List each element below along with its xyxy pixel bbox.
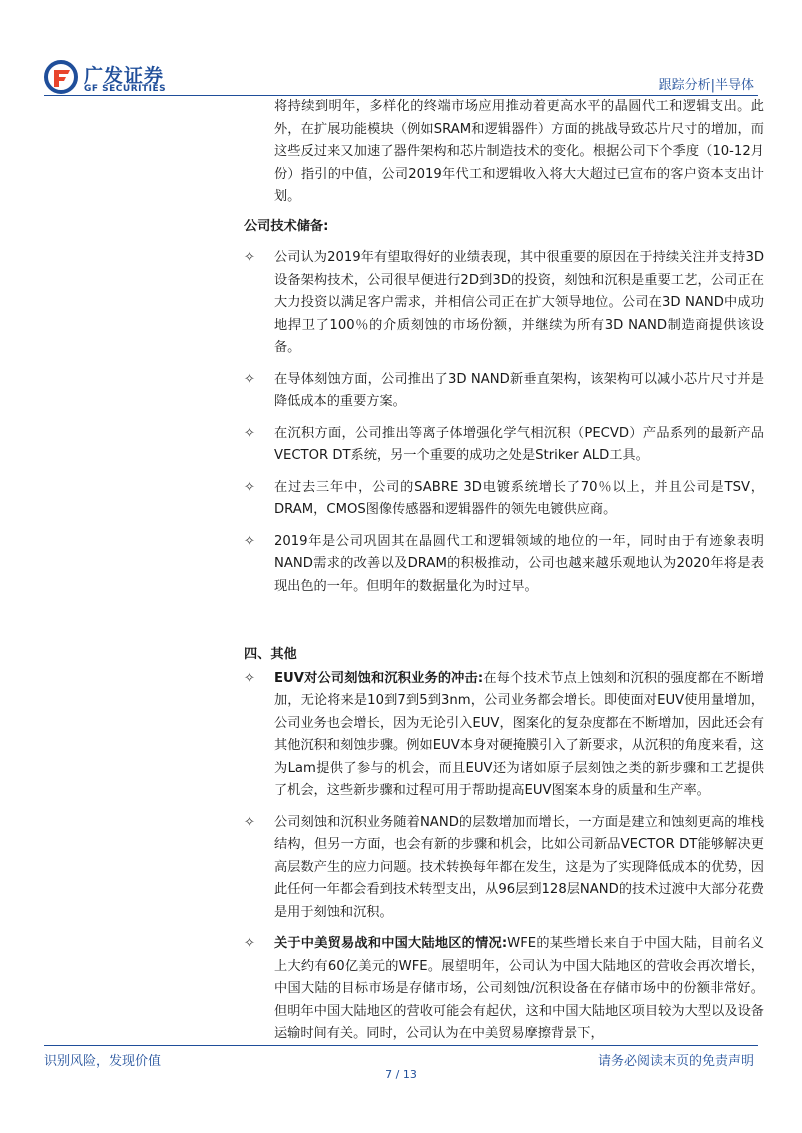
list-item xyxy=(244,812,764,925)
logo-chinese-name: 广发证券 xyxy=(84,65,165,87)
list-item-text: 在过去三年中，公司的SABRE 3D电镀系统增长了70％以上，并且公司是TSV，DRAM，CMOS图像传感器和逻辑器件的领先电镀供应商。 xyxy=(274,479,764,517)
report-category: 跟踪分析|半导体 xyxy=(658,78,754,93)
diamond-bullet-icon: ✧ xyxy=(244,425,255,441)
list-item-body: 在每个技术节点上蚀刻和沉积的强度都在不断增加，无论将来是10到7到5到3nm，公司业务都会增长。即使面对EUV使用量增加，公司业务也会增长，因为无论引入EUV，图案化的复杂度都在不断增加，因此还会有其他沉积和刻蚀步骤。例如EUV本身对硬掩膜引入了新要求，从沉积的角度来看，这为Lam提供了参与的机会，而且EUV还为诸如原子层刻蚀之类的新步骤和工艺提供了机会，这些新步骤和过程可用于帮助提高EUV图案本身的质量和生产率。 xyxy=(274,670,764,798)
list-item-text xyxy=(274,812,764,925)
footer-disclaimer: 请务必阅读末页的免责声明 xyxy=(597,1054,754,1069)
diamond-bullet-icon: ✧ xyxy=(244,479,255,495)
diamond-bullet-icon: ✧ xyxy=(244,250,255,265)
list-item xyxy=(244,668,764,803)
list-item-text xyxy=(274,933,764,1046)
list-item xyxy=(244,531,764,599)
list-item-text: 公司认为2019年有望取得好的业绩表现，其中很重要的原因在于持续关注并支持3D设备架构技术，公司很早便进行2D到3D的投资，刻蚀和沉积是重要工艺，公司正在大力投资以满足客户需求，并相信公司正在扩大领导地位。公司在3D NAND中成功地捍卫了100％的介质刻蚀的市场份额，并继续为所有3D NAND制造商提供该设备。 xyxy=(274,250,764,355)
page-number: 7 / 13 xyxy=(385,1068,417,1081)
list-item xyxy=(244,477,764,522)
other-bullet-list xyxy=(244,668,764,1046)
footer-slogan: 识别风险，发现价值 xyxy=(44,1054,162,1069)
list-item xyxy=(244,247,764,360)
list-item-text xyxy=(274,668,764,803)
diamond-bullet-icon: ✧ xyxy=(244,670,255,686)
main-content xyxy=(244,96,764,1046)
footer-divider xyxy=(44,1045,758,1046)
list-item xyxy=(244,369,764,414)
section-title-other: 四、其他 xyxy=(244,647,297,662)
intro-paragraph: 将持续到明年，多样化的终端市场应用推动着更高水平的晶圆代工和逻辑支出。此外，在扩展功能模块（例如SRAM和逻辑器件）方面的挑战导致芯片尺寸的增加，而这些反过来又加速了器件架构和芯片制造技术的变化。根据公司下个季度（10-12月份）指引的中值，公司2019年代工和逻辑收入将大大超过已宣布的客户资本支出计划。 xyxy=(274,99,764,204)
diamond-bullet-icon: ✧ xyxy=(244,533,255,549)
list-item-text: 在沉积方面，公司推出等离子体增强化学气相沉积（PECVD）产品系列的最新产品VECTOR DT系统，另一个重要的成功之处是Striker ALD工具。 xyxy=(274,425,764,463)
diamond-bullet-icon: ✧ xyxy=(244,936,255,951)
section-title-tech: 公司技术储备: xyxy=(244,218,329,234)
list-item-body: WFE的某些增长来自于中国大陆，目前名义上大约有60亿美元的WFE。展望明年，公司认为中国大陆地区的营收会再次增长，中国大陆的目标市场是存储市场，公司刻蚀/沉积设备在存储市场中的份额非常好。但明年中国大陆地区的营收可能会有起伏，这和中国大陆地区项目较为大型以及设备运输时间有关。同时，公司认为在中美贸易摩擦背景下， xyxy=(274,936,764,1041)
list-item xyxy=(244,933,764,1046)
list-item-text: 在导体刻蚀方面，公司推出了3D NAND新垂直架构，该架构可以减小芯片尺寸并是降低成本的重要方案。 xyxy=(274,371,764,409)
list-item-text: 2019年是公司巩固其在晶圆代工和逻辑领域的地位的一年，同时由于有迹象表明NAND需求的改善以及DRAM的积极推动，公司也越来越乐观地认为2020年将是表现出色的一年。但明年的数据量化为时过早。 xyxy=(274,533,764,594)
page-header xyxy=(0,0,802,100)
gf-logo-icon xyxy=(44,60,78,94)
diamond-bullet-icon: ✧ xyxy=(244,814,255,830)
list-item-body: 公司刻蚀和沉积业务随着NAND的层数增加而增长，一方面是建立和蚀刻更高的堆栈结构，但另一方面，也会有新的步骤和机会，比如公司新品VECTOR DT能够解决更高层数产生的应力问题。技术转换每年都在发生，这是为了实现降低成本的优势，因此任何一年都会看到技术转型支出，从96层到128层NAND的技术过渡中大部分花费是用于刻蚀和沉积。 xyxy=(274,814,764,920)
logo-english-name: GF SECURITIES xyxy=(84,84,167,94)
list-item xyxy=(244,423,764,468)
company-logo xyxy=(44,60,194,96)
tech-bullet-list xyxy=(244,247,764,598)
diamond-bullet-icon: ✧ xyxy=(244,371,255,387)
list-item-lead: 关于中美贸易战和中国大陆地区的情况: xyxy=(274,936,508,951)
list-item-lead: EUV对公司刻蚀和沉积业务的冲击: xyxy=(274,670,484,686)
